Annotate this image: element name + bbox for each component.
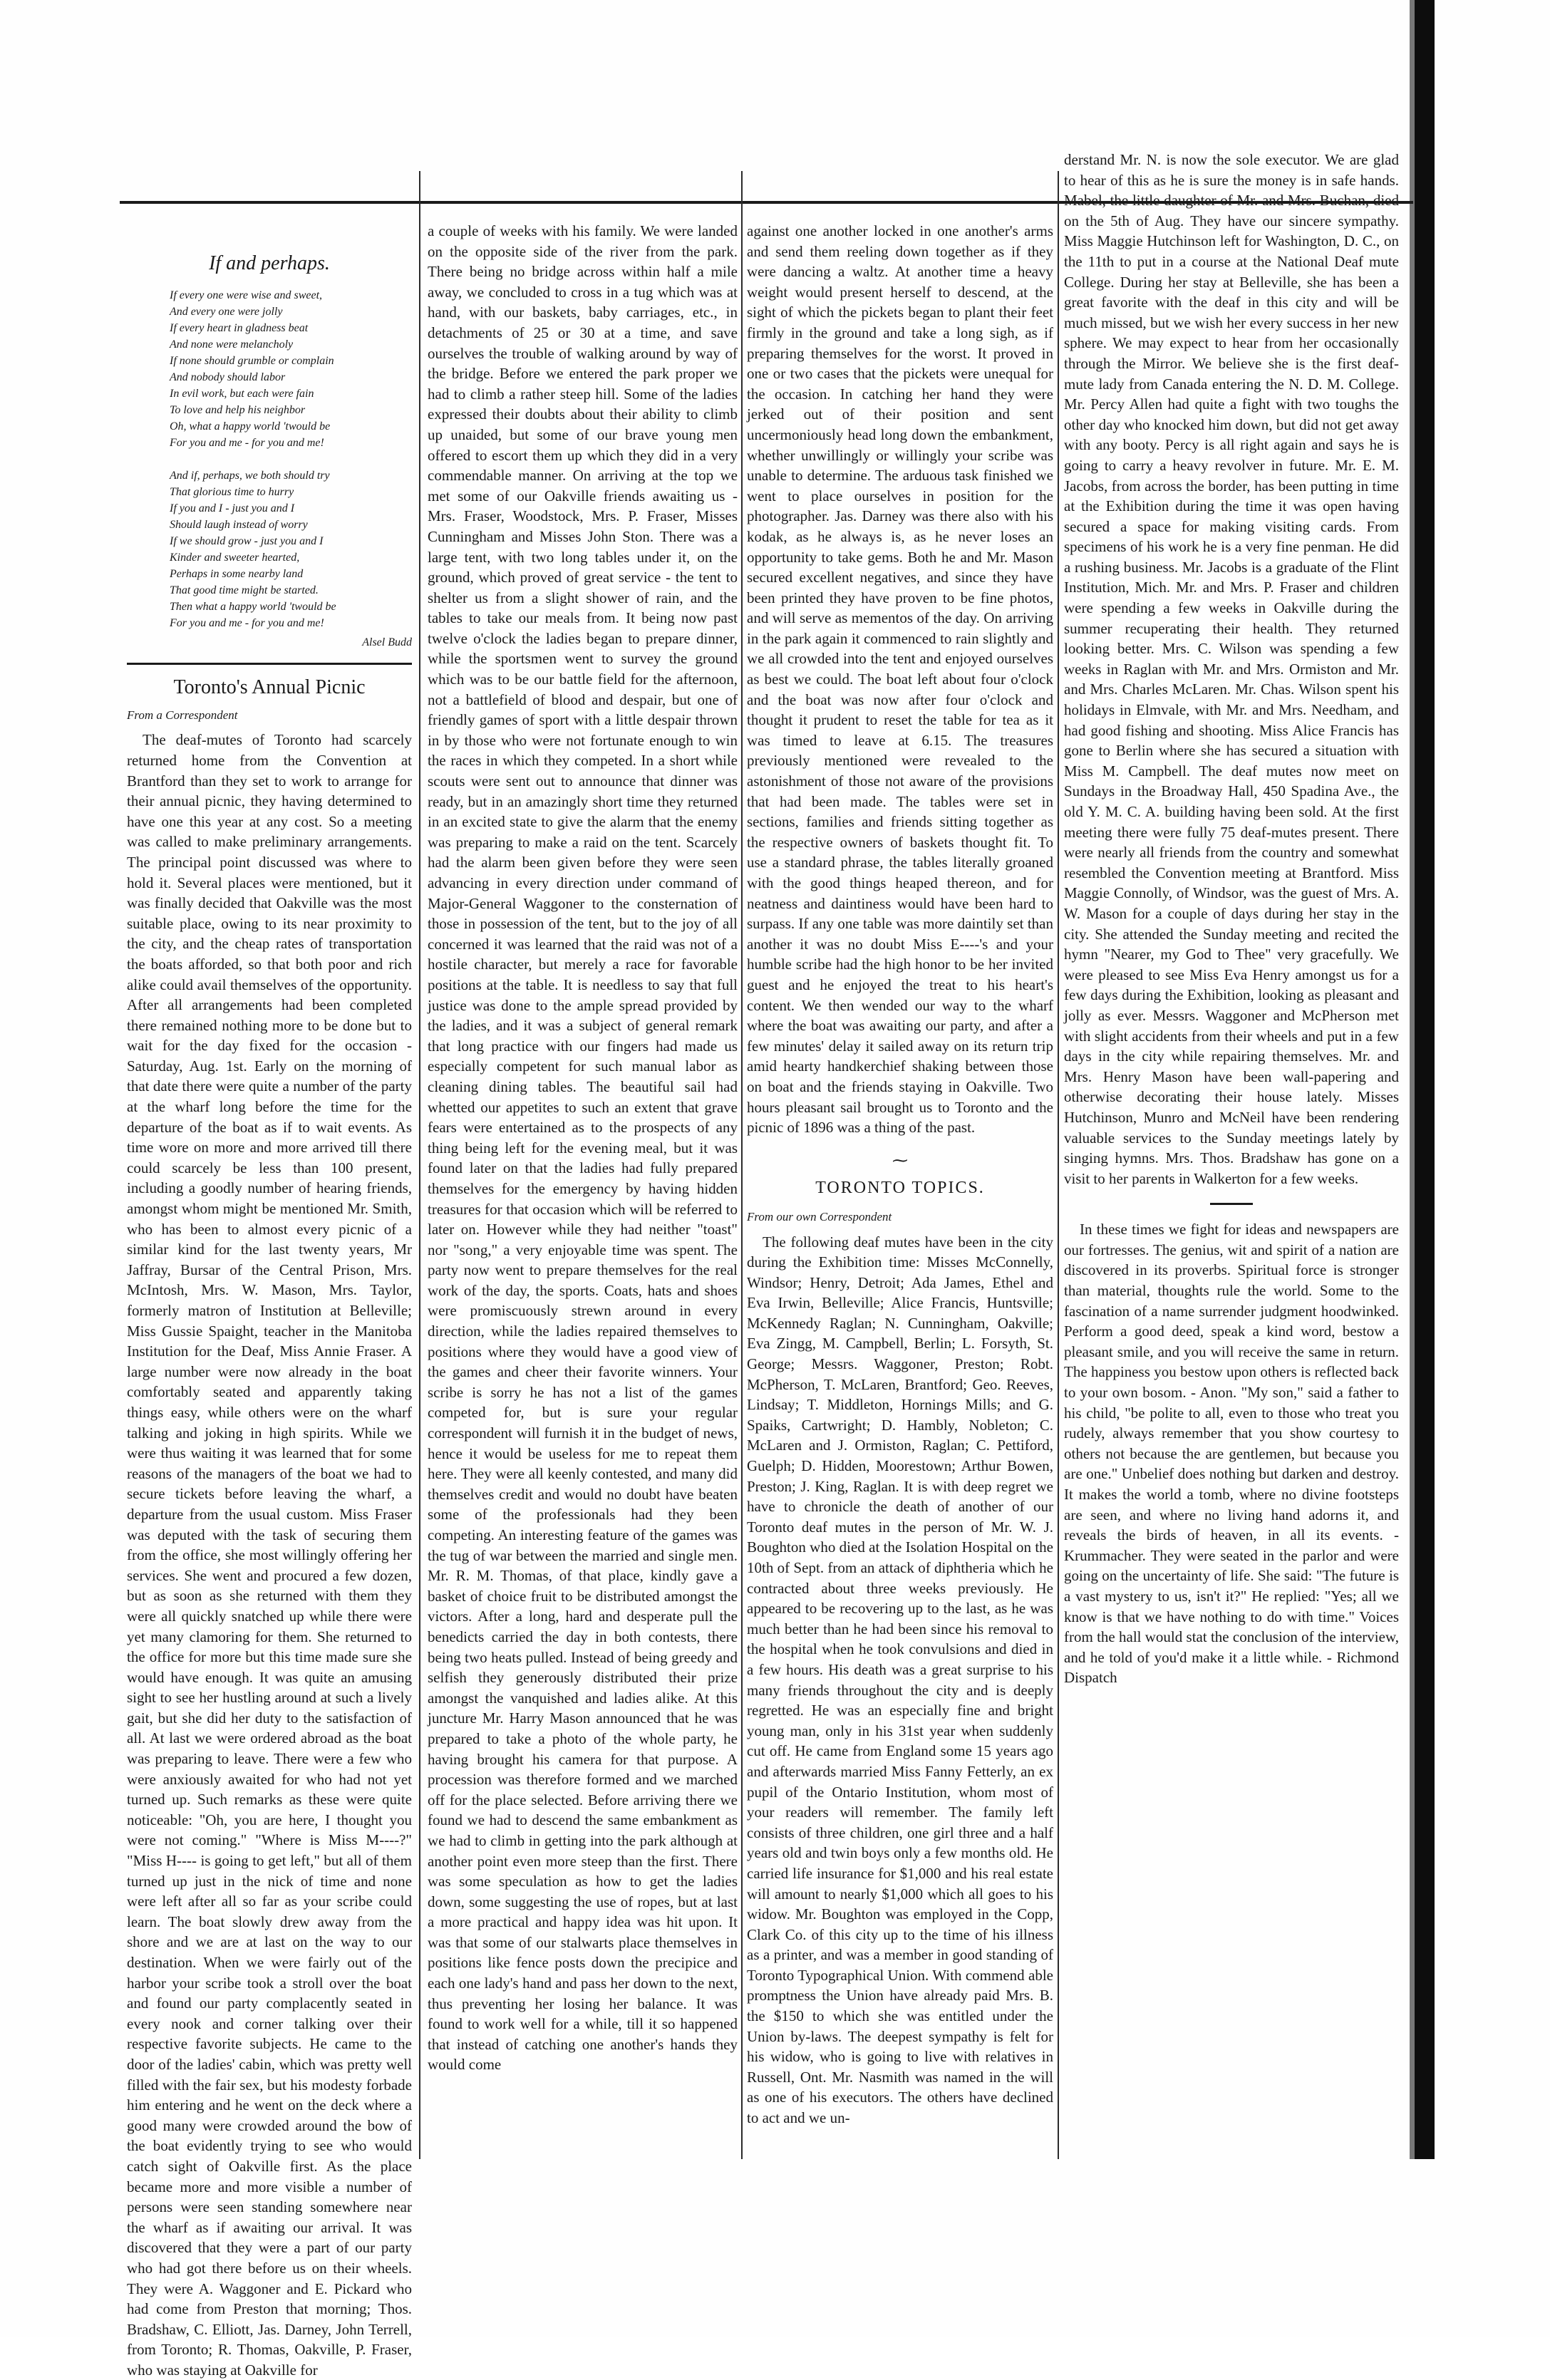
miscellany-text: In these times we fight for ideas and newspapers are our fortresses. The genius, wit and spirit of a nation are discovered in its proverbs. Spiritual force is stronger than material, thoughts rule the world. Some to the fascination of a name surrender judgment hoodwinked. Perform a good deed, speak a kind word, bestow a pleasant smile, and you will receive the same in return. The happiness you bestow upon others is reflected back to your own bosom. - Anon. "My son," said a father to his child, "be polite to all, even to those who treat you rudely, always remember that you show courtesy to others not because the are gentlemen, but because you are one." Unbelief does nothing but darken and destroy. It makes the world a tomb, where no divine footsteps are seen, and where no living hand adorns it, and reveals the birds of heaven, in all its events. - Krummacher. They were seated in the parlor and were going on the uncertainty of life. She said: "The future is a vast mystery to us, isn't it?" He replied: "Yes; all we know is that we have nothing to do with time." Voices from the hall would stat the conclusion of the interview, and he told of you'd make it a little while. - Richmond Dispatch — [1064, 1221, 1399, 1687]
picnic-text-col3: against one another locked in one another's arms and send them reeling down together as if they were dancing a waltz. At another time a heavy weight would present herself to descend, at the sight of which the pickets began to plant their feet firmly in the ground and take a long sigh, as if preparing themselves for the worst. It proved in one or two cases that the pickets were unequal for the occasion. In catching her hand they were jerked out of their position and sent uncermoniously head long down the embankment, whether unwillingly or willingly your scribe was unable to determine. The arduous task finished we went to place ourselves in position for the photographer. Jas. Darney was there also with his kodak, as he always is, as he never loses an opportunity to take gems. Both he and Mr. Mason secured excellent negatives, and since they have been printed they have proven to be fine photos, and will serve as mementos of the day. On arriving in the park again it commenced to rain slightly and we all crowded into the tent and enjoyed ourselves as best we could. The boat left about four o'clock and the boat was now after four o'clock and thought it prudent to reset the table for tea as it was timed to leave at 6.15. The treasures previously mentioned were revealed to the astonishment of those not aware of the provisions that had been made. The tables were set in sections, families and friends sitting together as the respective owners of baskets thought fit. To use a standard phrase, the tables literally groaned with the good things heaped thereon, and for neatness and daintiness would have been hard to surpass. If any one table was more daintily set than another it was no doubt Miss E----'s and your humble scribe had the high honor to be her invited guest and he enjoyed the treat to his heart's content. We then wended our way to the wharf where the boat was awaiting our party, and after a few minutes' delay it sailed away on its return trip amid hearty handkerchief shaking between those on boat and the friends staying in Oakville. Two hours pleasant sail brought us to Toronto and the picnic of 1896 was a thing of the past. — [747, 222, 1053, 1137]
column-rule-2 — [741, 171, 743, 2159]
column-1 — [127, 221, 412, 2379]
topics-title: TORONTO TOPICS. — [815, 1179, 985, 1198]
poem-title: If and perhaps. — [209, 252, 330, 274]
column-rule-3 — [1058, 171, 1059, 2159]
section-rule — [127, 663, 412, 665]
column-4-separator — [1210, 1203, 1253, 1205]
column-rule-1 — [419, 171, 420, 2159]
column-2 — [428, 221, 738, 2166]
topics-text-col4: derstand Mr. N. is now the sole executor. We are glad to hear of this as he is sure the money is in safe hands. Mabel, the little daughter of Mr. and Mrs. Buchan, died on the 5th of Aug. They have our sincere sympathy. Miss Maggie Hutchinson left for Washington, D. C., on the 11th to put in a course at the National Deaf mute College. During her stay at Belleville, she has been a great favorite with the deaf in this city and will be much missed, but we wish her every success in her new sphere. We may expect to hear from her occasionally through the Mirror. We believe she is the first deaf-mute lady from Canada entering the N. D. M. College. Mr. Percy Allen had quite a fight with two toughs the other day who knocked him down, but did not get away with any booty. Percy is all right again and says he is going to carry a heavy revolver in future. Mr. E. M. Jacobs, from across the border, has been putting in time at the Exhibition during the time it was open having secured a space for making visiting cards. From specimens of his work he is a very fine penman. He did a rushing business. Mr. Jacobs is a graduate of the Flint Institution, Mich. Mr. and Mrs. P. Fraser and children were spending a few weeks in Oakville during the summer recuperating their health. They returned looking better. Mrs. C. Wilson was spending a few weeks in Raglan with Mr. and Mrs. Ormiston and Mr. and Mrs. Charles McLaren. Mr. Chas. Wilson spent his holidays in Elmvale, with Mr. and Mrs. Needham, and had good fishing and shooting. Miss Alice Francis has gone to Berlin where she has secured a situation with Miss M. Campbell. The deaf mutes now meet on Sundays in the Broadway Hall, 450 Spadina Ave., the old Y. M. C. A. building having been sold. At the first meeting there were fully 75 deaf-mutes present. There were nearly all friends from the country and somewhat resembled the Convention meeting at Brantford. Miss Maggie Connolly, of Windsor, was the guest of Mrs. A. W. Mason for a couple of days during her stay in the city. She attended the Sunday meeting and recited the hymn "Nearer, my God to Thee" very gracefully. We were pleased to see Miss Eva Henry amongst us for a few days during the Exhibition, looking as pleasant and jolly as ever. Messrs. Waggoner and McPherson met with slight accidents from their wheels and put in a few days in the city while repairing themselves. Mr. and Mrs. Henry Mason have been wall-papering and otherwise decorating their house lately. Misses Hutchinson, Munro and McNeil have been rendering valuable services to the Sunday meetings lately by singing hymns. Mrs. Thos. Bradshaw has gone on a visit to her parents in Walkerton for a few weeks. — [1064, 151, 1399, 1187]
topics-text-col3: The following deaf mutes have been in the city during the Exhibition time: Misses McConnelly, Windsor; Henry, Detroit; Ada James, Ethel and Eva Irwin, Belleville; Alice Francis, Huntsville; McKennedy Raglan; N. Cunningham, Oakville; Eva Zingg, M. Campbell, Berlin; L. Forsyth, St. George; Messrs. Waggoner, Preston; Robt. McPherson, T. McLaren, Brantford; Geo. Reeves, Lindsay; T. Middleton, Hornings Mills; and G. Spaiks, Cartwright; D. Hambly, Nobleton; C. McLaren and J. Ormiston, Raglan; C. Pettiford, Guelph; D. Hidden, Moorestown; Arthur Bowen, Preston; J. King, Raglan. It is with deep regret we have to chronicle the death of another of our Toronto deaf mutes in the person of Mr. W. J. Boughton who died at the Isolation Hospital on the 10th of Sept. from an attack of diphtheria which he contracted about three weeks previously. He appeared to be recovering up to the last, as he was much better than he had been since his removal to the hospital when he took convulsions and died in a few hours. His death was a great surprise to his many friends throughout the city and is deeply regretted. He was an especially fine and bright young man, only in his 31st year when suddenly cut off. He came from England some 15 years ago and afterwards married Miss Fanny Fetterly, an ex pupil of the Ontario Institution, whom most of your readers will remember. The family left consists of three children, one girl three and a half years old and twin boys only a few months old. He carried life insurance for $1,000 and his real estate will amount to nearly $1,000 which all goes to his widow. Mr. Boughton was employed in the Copp, Clark Co. of this city up to the time of his illness as a printer, and was a member in good standing of Toronto Typographical Union. With commend able promptness the Union have already paid Mrs. B. the $150 to which she was entitled under the Union by-laws. The deepest sympathy is felt for his widow, who is going to live with relatives in Russell, Ont. Mr. Nasmith was named in the will as one of his executors. The others have declined to act and we un- — [747, 1233, 1053, 2127]
column-3 — [747, 221, 1053, 2166]
column-4 — [1064, 150, 1399, 2095]
picnic-byline: From a Correspondent — [127, 708, 238, 722]
section-separator: ⁓ — [892, 1151, 908, 1169]
topics-byline: From our own Correspondent — [747, 1209, 892, 1223]
picnic-text-col2: a couple of weeks with his family. We were landed on the opposite side of the river from the park. There being no bridge across within half a mile away, we concluded to cross in a tug which was at hand, with our baskets, baby carriages, etc., in detachments of 25 or 30 at a time, and save ourselves the trouble of walking around by way of the bridge. Before we entered the park proper we had to climb a rather steep hill. Some of the ladies expressed their doubts about their ability to climb up unaided, but some of our brave young men offered to escort them up which they did in a very commendable manner. On arriving at the top we met some of our Oakville friends awaiting us - Mrs. Fraser, Woodstock, Mrs. P. Fraser, Misses Cunningham and Misses John Ston. There was a large tent, with two long tables under it, on the ground, which proved of great service - the tent to shelter us from a slight shower of rain, and the tables to take our meals from. It being now past twelve o'clock the ladies began to prepare dinner, while the sportsmen went to survey the ground which was to be our battle field for the afternoon, not a battlefield of blood and despair, but one of friendly games of sport with a little despair thrown in by those who were not fortunate enough to win the races in which they competed. In a short while scouts were sent out to announce that dinner was ready, but in an amazingly short time they returned in an excited state to give the alarm that the enemy was preparing to make a raid on the tent. Scarcely had the alarm been given before they were seen advancing in every direction under command of Major-General Waggoner to the consternation of those in possession of the tent, but to the joy of all concerned it was learned that the raid was not of a hostile character, but merely a race for favorable positions at the table. It is needless to say that full justice was done to the ample spread provided by the ladies, and it was a subject of general remark that long practice with our fingers had made us especially competent for such manual labor as cleaning dining tables. The beautiful sail had whetted our appetites to such an extent that grave fears were entertained as to the prospects of any thing being left for the evening meal, but it was found later on that the ladies had fully prepared themselves for the emergency by having hidden treasures for that occasion which will be referred to later on. However while they had neither "toast" nor "song," a very enjoyable time was spent. The party now went to prepare themselves for the real work of the day, the sports. Coats, hats and shoes were promiscuously strewn around in every direction, while the ladies repaired themselves to positions where they would have a good view of the games and cheer their favorite winners. Your scribe is sorry he has not a list of the games competed for, but is sure your regular correspondent will furnish it in the budget of news, hence it would be useless for me to repeat them here. They were all keenly contested, and many did themselves credit and would no doubt have beaten some of the professionals had they been competing. An interesting feature of the games was the tug of war between the married and single men. Mr. R. M. Thomas, of that place, kindly gave a basket of choice fruit to be distributed amongst the victors. After a long, hard and desperate pull the benedicts carried the day in both contests, there being two heats pulled. Instead of being greedy and selfish they generously distributed their prize amongst the vanquished and ladies alike. At this juncture Mr. Harry Mason announced that he was prepared to take a photo of the whole party, he having brought his camera for that purpose. A procession was therefore formed and we marched off for the place selected. Before arriving there we found we had to descend the same embankment as we had to climb in getting into the park although at another point even more steep than the first. There was some speculation as how to get the ladies down, some suggesting the use of ropes, but at last a more practical and happy idea was hit upon. It was that some of our stalwarts place themselves in positions like fence posts down the precipice and each one lady's hand and pass her down to the next, thus preventing her losing her balance. It was found to work well for a while, till it so happened that instead of catching one another's hands they would come — [428, 222, 738, 2074]
picnic-text-col1: The deaf-mutes of Toronto had scarcely returned home from the Convention at Brantford than they set to work to arrange for their annual picnic, they having determined to have one this year at any cost. So a meeting was called to make preliminary arrangements. The principal point discussed was where to hold it. Several places were mentioned, but it was finally decided that Oakville was the most suitable place, owing to its near proximity to the city, and the cheap rates of transportation the boats afforded, so that both poor and rich alike could avail themselves of the opportunity. After all arrangements had been completed there remained nothing more to be done but to wait for the day fixed for the occasion - Saturday, Aug. 1st. Early on the morning of that date there were quite a number of the party at the wharf long before the time for the departure of the boat as if to wait events. As time wore on more and more arrived till there could scarcely be less than 100 present, including a goodly number of hearing friends, amongst whom might be mentioned Mr. Smith, who has been to almost every picnic of a similar kind for the last twenty years, Mr Jaffray, Bursar of the Central Prison, Mrs. McIntosh, Mrs. W. Mason, Mrs. Taylor, formerly matron of Institution at Belleville; Miss Gussie Spaight, teacher in the Manitoba Institution for the Deaf, Miss Annie Fraser. A large number were now already in the boat comfortably seated and apparently taking things easy, while others were on the wharf talking and joking in high spirits. While we were thus waiting it was learned that for some reasons of the managers of the boat we had to secure tickets before leaving the wharf, a departure from the usual custom. Miss Fraser was deputed with the task of securing them from the office, she most willingly offering her services. She went and procured a few dozen, but as soon as she returned with them they were all quickly snatched up while there were yet many clamoring for them. She returned to the office for more but this time made sure she would have enough. It was quite an amusing sight to see her hustling around at such a lively gait, but she did her duty to the satisfaction of all. At last we were ordered abroad as the boat was preparing to leave. There were a few who were anxiously awaited for who had not yet turned up. Such remarks as these were quite noticeable: "Oh, you are here, I thought you were not coming." "Where is Miss M----?" "Miss H---- is going to get left," but all of them turned up just in the nick of time and none were left after all so far as your scribe could learn. The boat slowly drew away from the shore and we are at last on the way to our destination. When we were fairly out of the harbor your scribe took a stroll over the boat and found our party complacently seated in every nook and corner talking over their respective favorite subjects. He came to the door of the ladies' cabin, which was pretty well filled with the fair sex, but his modesty forbade him entering and he went on the deck where a good many were crowded around the bow of the boat evidently trying to see who would catch sight of Oakville first. As the place became more and more visible a number of persons were seen standing somewhere near the wharf as if awaiting our arrival. It was discovered that they were a part of our party who had got there before us on their wheels. They were A. Waggoner and E. Pickard who had come from Preston that morning; Thos. Bradshaw, C. Elliott, Jas. Darney, John Terrell, from Toronto; R. Thomas, Oakville, P. Fraser, who was staying at Oakville for — [127, 731, 412, 2379]
scan-edge-bar — [1415, 0, 1435, 2159]
newspaper-page — [120, 143, 1413, 2379]
poem-body: If every one were wise and sweet, And every one were jolly If every heart in gladness beat And none were melancholy If none should grumble or complain And nobody should labor In evil work, but each were fain To love and help his neighbor Oh, what a happy world 'twould be For you and me - for you and me! And if, perhaps, we both should try That glorious time to hurry If you and I - just you and I Should laugh instead of worry If we should grow - just you and I Kinder and sweeter hearted, Perhaps in some nearby land That good time might be started. Then what a happy world 'twould be For you and me - for you and me! — [170, 289, 336, 629]
picnic-title: Toronto's Annual Picnic — [173, 676, 366, 699]
poem-author: Alsel Budd — [362, 636, 412, 648]
